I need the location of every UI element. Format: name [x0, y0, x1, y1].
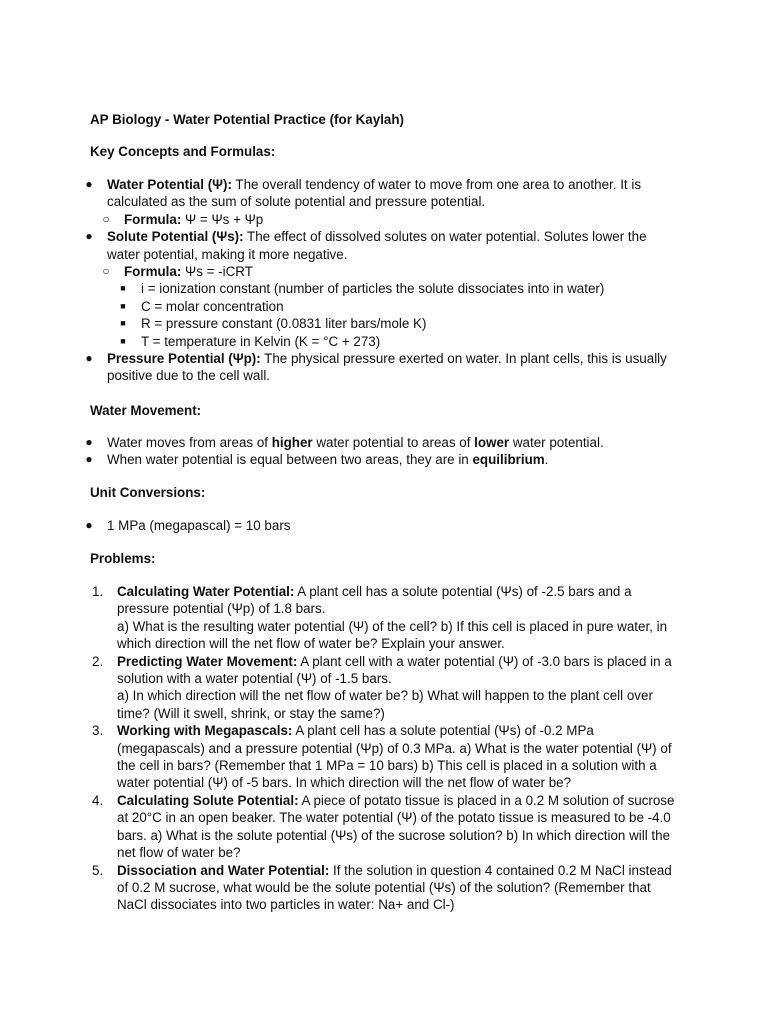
- bullet-disc-icon: ●: [85, 177, 93, 191]
- variable-item: [0, 298, 672, 315]
- term-definition: The overall tendency of water to move from one area to another. It is calculated as the sum of solute potential and pressure potential.: [107, 177, 642, 210]
- problem-text: A plant cell with a water potential (Ψ) of -3.0 bars is placed in a solution with a water potential (Ψ) of -1.5 bars.: [117, 653, 672, 687]
- movement-text: Water moves from areas of: [107, 435, 272, 450]
- bullet-circle-icon: ○: [102, 211, 110, 226]
- problem-number: 3.: [92, 723, 104, 739]
- concept-water-potential: [0, 176, 672, 211]
- problem-title: Calculating Water Potential:: [117, 584, 295, 599]
- variable-text: i = ionization constant (number of particles the solute dissociates into in water): [141, 281, 605, 297]
- movement-text: water potential.: [509, 435, 604, 450]
- problem-item: [0, 722, 680, 792]
- problem-item: [0, 653, 680, 723]
- bullet-circle-icon: ○: [102, 264, 110, 279]
- problem-number: 4.: [92, 792, 104, 808]
- variable-item: [0, 333, 672, 350]
- concept-solute-potential: [0, 228, 672, 263]
- document-title: AP Biology - Water Potential Practice (for Kaylah): [90, 112, 404, 127]
- conversion-item: [0, 517, 672, 534]
- problem-text: A piece of potato tissue is placed in a 0.2 M solution of sucrose at 20°C in an open beaker. The water potential (Ψ) of the potato tissue is measured to be -4.0 bars. a) What is the solute potential (Ψs) of the sucrose solution? b) In which direction will the net flow of water be?: [117, 792, 675, 861]
- problem-title: Working with Megapascals:: [117, 723, 293, 739]
- bullet-disc-icon: ●: [85, 518, 93, 532]
- term-definition: The physical pressure exerted on water. In plant cells, this is usually positive due to the cell wall.: [107, 351, 667, 384]
- problem-item: [0, 862, 680, 914]
- problem-questions: a) What is the resulting water potential (Ψ) of the cell? b) If this cell is placed in pure water, in which direction will the net flow of water be? Explain your answer.: [117, 618, 668, 652]
- term-label: Solute Potential (Ψs):: [107, 229, 244, 245]
- key-concepts-heading: Key Concepts and Formulas:: [90, 144, 276, 159]
- bullet-square-icon: ■: [120, 318, 126, 329]
- bullet-disc-icon: ●: [85, 351, 93, 366]
- problem-text: A plant cell has a solute potential (Ψs) of -2.5 bars and a pressure potential (Ψp) of 1.8 bars.: [117, 584, 632, 617]
- movement-item: [0, 451, 672, 468]
- problem-title: Predicting Water Movement:: [117, 653, 298, 669]
- bullet-square-icon: ■: [120, 283, 126, 294]
- formula-water-potential: [0, 211, 672, 228]
- unit-conversions-heading: Unit Conversions:: [90, 485, 206, 500]
- concept-pressure-potential: [0, 350, 672, 385]
- problems-heading: Problems:: [90, 551, 156, 566]
- emphasis-lower: lower: [474, 435, 510, 450]
- formula-text: Ψs = -iCRT: [181, 264, 253, 280]
- key-concepts-list: [0, 176, 768, 385]
- variable-text: C = molar concentration: [141, 298, 284, 314]
- movement-text: When water potential is equal between two areas, they are in: [107, 452, 473, 468]
- problem-item: [0, 583, 680, 653]
- problem-item: [0, 792, 680, 862]
- bullet-square-icon: ■: [120, 300, 126, 311]
- formula-text: Ψ = Ψs + Ψp: [181, 211, 264, 227]
- unit-conversions-list: [0, 517, 768, 534]
- bullet-disc-icon: ●: [85, 452, 93, 467]
- term-label: Water Potential (Ψ):: [107, 177, 232, 192]
- variable-text: T = temperature in Kelvin (K = °C + 273): [141, 333, 381, 349]
- water-movement-heading: Water Movement:: [90, 403, 202, 418]
- problem-number: 5.: [92, 862, 104, 878]
- problem-title: Calculating Solute Potential:: [117, 792, 299, 808]
- water-movement-list: [0, 434, 768, 469]
- problem-title: Dissociation and Water Potential:: [117, 862, 330, 878]
- movement-text: water potential to areas of: [312, 435, 475, 450]
- conversion-text: 1 MPa (megapascal) = 10 bars: [107, 518, 291, 533]
- movement-item: [0, 434, 672, 451]
- term-definition: The effect of dissolved solutes on water potential. Solutes lower the water potential, making it more negative.: [107, 229, 647, 262]
- bullet-square-icon: ■: [120, 335, 126, 346]
- movement-text: .: [544, 452, 549, 468]
- variable-item: [0, 280, 672, 297]
- formula-label: Formula:: [124, 264, 182, 280]
- bullet-disc-icon: ●: [85, 229, 93, 244]
- variable-text: R = pressure constant (0.0831 liter bars/mole K): [141, 316, 427, 332]
- problems-list: [0, 583, 768, 914]
- term-label: Pressure Potential (Ψp):: [107, 351, 261, 367]
- problem-questions: a) In which direction will the net flow of water be? b) What will happen to the plant cell over time? (Will it swell, shrink, or stay the same?): [117, 688, 653, 721]
- problem-text: A plant cell has a solute potential (Ψs) of -0.2 MPa (megapascals) and a pressure potential (Ψp) of 0.3 MPa. a) What is the water potential (Ψ) of the cell in bars? (Remember that 1 MPa = 10 bars) b) This cell is placed in a solution with a water potential (Ψ) of -5 bars. In which direction will the net flow of water be?: [117, 723, 672, 791]
- variable-item: [0, 315, 672, 332]
- problem-text: If the solution in question 4 contained 0.2 M NaCl instead of 0.2 M sucrose, what would be the solute potential (Ψs) of the solution? (Remember that NaCl dissociates into two particles in water: Na+ and Cl-): [117, 862, 672, 913]
- bullet-disc-icon: ●: [85, 435, 93, 449]
- problem-number: 1.: [92, 584, 104, 599]
- emphasis-higher: higher: [271, 435, 313, 450]
- formula-solute-potential: [0, 263, 672, 280]
- problem-number: 2.: [92, 653, 104, 669]
- emphasis-equilibrium: equilibrium: [472, 452, 545, 468]
- formula-label: Formula:: [124, 211, 182, 227]
